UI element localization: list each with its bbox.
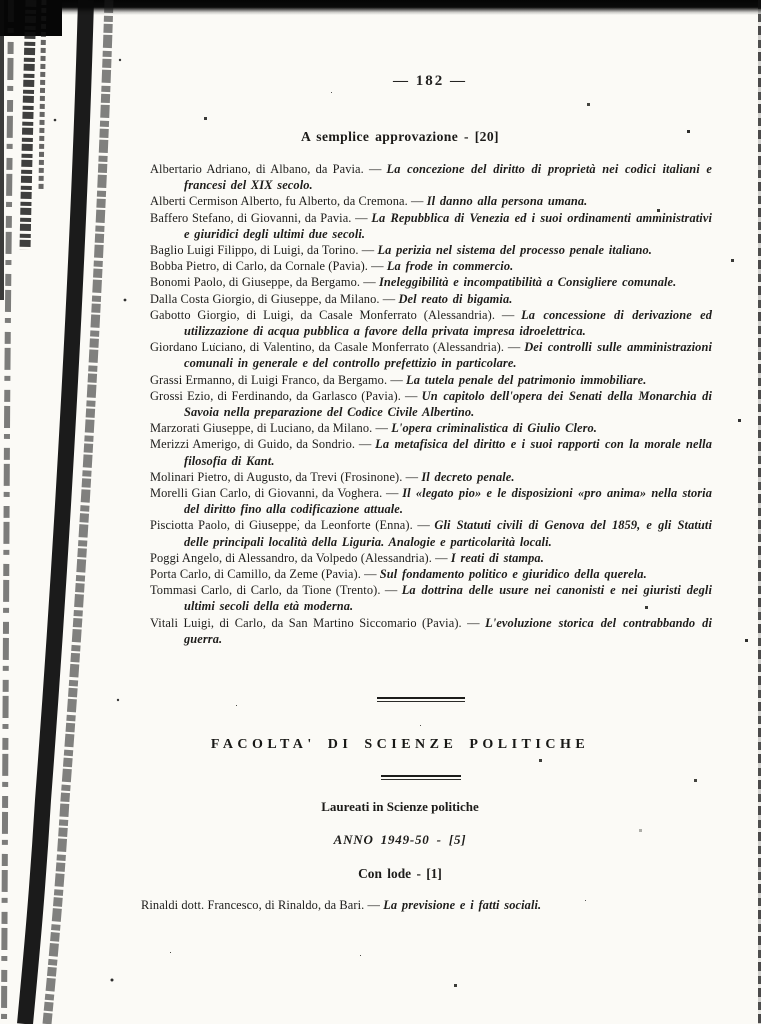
graduate-name: Vitali Luigi, di Carlo, da San Martino Siccomario (Pavia). — [150, 615, 486, 630]
graduate-name: Dalla Costa Giorgio, di Giuseppe, da Milano. — [150, 291, 399, 306]
graduate-name: Bonomi Paolo, di Giuseppe, da Bergamo. — [150, 275, 379, 290]
graduate-name: Giordano Luciano, di Valentino, da Casale Monferrato (Alessandria). — [150, 340, 525, 355]
thesis-title: La concessione di derivazione ed utilizzazione di acqua pubblica a favore della privata impresa idroelettrica. [184, 307, 712, 339]
thesis-title: La previsione e i fatti sociali. [383, 898, 542, 912]
graduate-name: Grassi Ermanno, di Luigi Franco, da Bergamo. — [150, 372, 407, 387]
list-item [150, 339, 712, 371]
section-heading: A semplice approvazione - [20] [301, 129, 499, 144]
faculty-title: FACOLTA' DI SCIENZE POLITICHE [210, 737, 590, 752]
list-item [150, 469, 712, 485]
thesis-title: Sul fondamento politico e giuridico della querela. [379, 567, 647, 582]
list-item [150, 420, 712, 436]
list-item [150, 372, 712, 388]
list-item [150, 517, 712, 549]
thesis-title: Ineleggibilità e incompatibilità a Consigliere comunale. [378, 275, 677, 290]
list-item [150, 291, 712, 307]
thesis-title: Gli Statuti civili di Genova del 1859, e gli Statuti delle principali località della Liguria. Analogie e particolarità locali. [184, 518, 713, 549]
graduate-name: Gabotto Giorgio, di Luigi, da Casale Monferrato (Alessandria). — [150, 307, 522, 322]
list-item [150, 388, 712, 420]
list-item [150, 242, 712, 258]
year-heading: ANNO 1949-50 - [5] [333, 832, 467, 847]
graduate-name: Porta Carlo, di Camillo, da Zeme (Pavia). — [150, 567, 380, 582]
list-item [150, 193, 712, 209]
thesis-title: La metafisica del diritto e i suoi rapporti con la morale nella filosofia di Kant. [184, 437, 713, 468]
graduate-name: Rinaldi dott. Francesco, di Rinaldo, da Bari. — [141, 898, 384, 912]
list-item [150, 274, 712, 290]
graduate-name: Molinari Pietro, di Augusto, da Trevi (Frosinone). — [150, 469, 422, 484]
section-divider [377, 697, 465, 702]
page-number: — 182 — [393, 73, 467, 89]
graduate-name: Merizzi Amerigo, di Guido, da Sondrio. — [150, 437, 376, 452]
graduate-name: Baffero Stefano, di Giovanni, da Pavia. — [150, 210, 372, 225]
graduate-name: Tommasi Carlo, di Carlo, da Tione (Trento). — [150, 583, 402, 598]
graduate-name: Grossi Ezio, di Ferdinando, da Garlasco (Pavia). — [150, 388, 422, 403]
thesis-title: Il danno alla persona umana. [426, 194, 588, 209]
list-item [141, 897, 716, 913]
thesis-title: Dei controlli sulle amministrazioni comunali in generale e del controllo prefettizio in particolare. [184, 340, 712, 371]
thesis-title: Il decreto penale. [421, 469, 515, 484]
list-item [150, 161, 712, 193]
honors-heading: Con lode - [1] [358, 866, 442, 881]
thesis-title: La Repubblica di Venezia ed i suoi ordinamenti amministrativi e giuridici degli ultimi due secoli. [184, 210, 712, 241]
list-item [150, 582, 712, 614]
graduate-name: Poggi Angelo, di Alessandro, da Volpedo (Alessandria). — [150, 550, 451, 565]
graduate-name: Morelli Gian Carlo, di Giovanni, da Voghera. — [150, 486, 403, 501]
graduate-name: Baglio Luigi Filippo, di Luigi, da Torino. — [150, 243, 378, 258]
thesis-title: La concezione del diritto di proprietà nei codici italiani e francesi del XIX secolo. [184, 162, 713, 193]
graduate-name: Bobba Pietro, di Carlo, da Cornale (Pavia). — [150, 259, 387, 274]
honors-list [141, 897, 716, 913]
thesis-title: La dottrina delle usure nei canonisti e nei giuristi degli ultimi secoli della età moderna. [184, 583, 712, 614]
thesis-title: Del reato di bigamia. [398, 291, 513, 306]
graduate-name: Marzorati Giuseppe, di Luciano, da Milano. — [150, 421, 392, 436]
list-item [150, 550, 712, 566]
thesis-title: L'opera criminalistica di Giulio Clero. [391, 421, 597, 436]
thesis-title: La tutela penale del patrimonio immobiliare. [406, 372, 647, 387]
thesis-title: I reati di stampa. [450, 550, 544, 565]
thesis-title: La frode in commercio. [386, 259, 514, 274]
list-item [150, 210, 712, 242]
list-item [150, 307, 712, 339]
graduates-list [150, 161, 712, 647]
thesis-title: Il «legato pio» e le disposizioni «pro anima» nella storia del diritto fino alla codificazione attuale. [184, 486, 713, 517]
graduate-name: Alberti Cermison Alberto, fu Alberto, da Cremona. — [150, 194, 427, 209]
list-item [150, 615, 712, 647]
faculty-divider [381, 775, 461, 780]
thesis-title: La perizia nel sistema del processo penale italiano. [377, 243, 652, 258]
paper-speckles [0, 0, 1, 1]
graduate-name: Albertario Adriano, di Albano, da Pavia. — [150, 162, 387, 176]
subsection-title: Laureati in Scienze politiche [321, 799, 479, 814]
list-item [150, 436, 712, 468]
thesis-title: Un capitolo dell'opera dei Senati della Monarchia di Savoia nella preparazione del Codice Civile Albertino. [184, 388, 712, 420]
graduate-name: Pisciotta Paolo, di Giuseppe, da Leonforte (Enna). — [150, 518, 435, 533]
list-item [150, 485, 712, 517]
list-item [150, 258, 712, 274]
list-item [150, 566, 712, 582]
thesis-title: L'evoluzione storica del contrabbando di guerra. [184, 615, 712, 646]
